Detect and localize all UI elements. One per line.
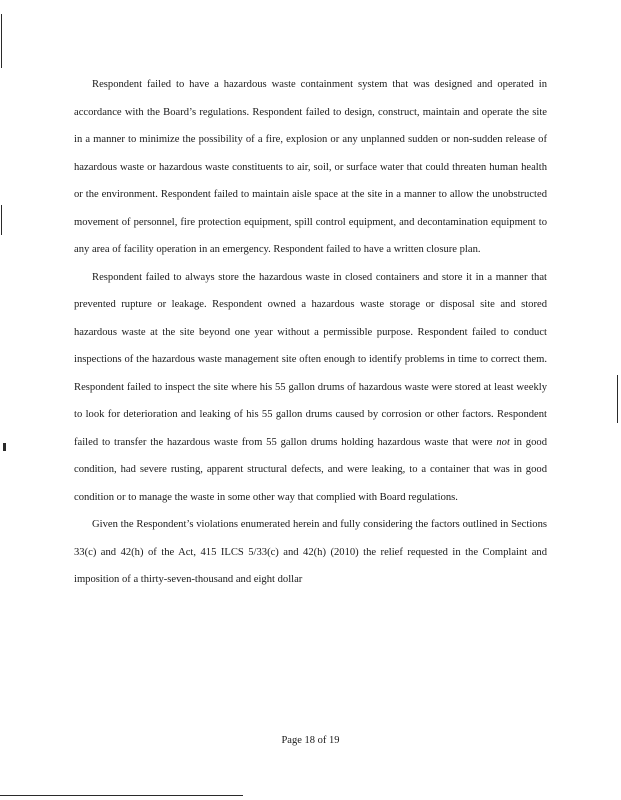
body-text	[74, 71, 547, 594]
paragraph-2-emphasis: not	[496, 436, 510, 448]
scan-edge-mark-left-mid	[1, 205, 2, 235]
paragraph-2-text: Respondent failed to always store the hazardous waste in closed containers and store it in a manner that prevented rupture or leakage. Respondent owned a hazardous waste storage or disposal site and stored hazardous waste at the site beyond one year without a permissible purpose. Respondent failed to conduct inspections of the hazardous waste management site often enough to identify problems in time to correct them. Respondent failed to inspect the site where his 55 gallon drums of hazardous waste were stored at least weekly to look for deterioration and leaking of his 55 gallon drums caused by corrosion or other factors. Respondent failed to transfer the hazardous waste from 55 gallon drums holding hazardous waste that were	[74, 271, 547, 448]
scan-edge-mark-bottom	[0, 795, 243, 796]
scan-edge-mark-right	[617, 375, 618, 423]
paragraph-2	[74, 264, 547, 512]
scan-edge-mark-left-low	[3, 443, 6, 451]
paragraph-2-tail: in good condition, had severe rusting, apparent structural defects, and were leaking, to a container that was in good condition or to manage the waste in some other way that complied with Board regulations.	[74, 436, 547, 503]
paragraph-3: Given the Respondent’s violations enumerated herein and fully considering the factors outlined in Sections 33(c) and 42(h) of the Act, 415 ILCS 5/33(c) and 42(h) (2010) the relief requested in the Complaint and imposition of a thirty-seven-thousand and eight dollar	[74, 519, 547, 585]
page-footer	[0, 735, 621, 746]
paragraph-1: Respondent failed to have a hazardous waste containment system that was designed and operated in accordance with the Board’s regulations. Respondent failed to design, construct, maintain and operate the site in a manner to minimize the possibility of a fire, explosion or any unplanned sudden or non-sudden release of hazardous waste or hazardous waste constituents to air, soil, or surface water that could threaten human health or the environment. Respondent failed to maintain aisle space at the site in a manner to allow the unobstructed movement of personnel, fire protection equipment, spill control equipment, and decontamination equipment to any area of facility operation in an emergency. Respondent failed to have a written closure plan.	[74, 79, 547, 255]
page-number: Page 18 of 19	[281, 735, 340, 746]
scan-edge-mark-left-top	[1, 14, 2, 68]
